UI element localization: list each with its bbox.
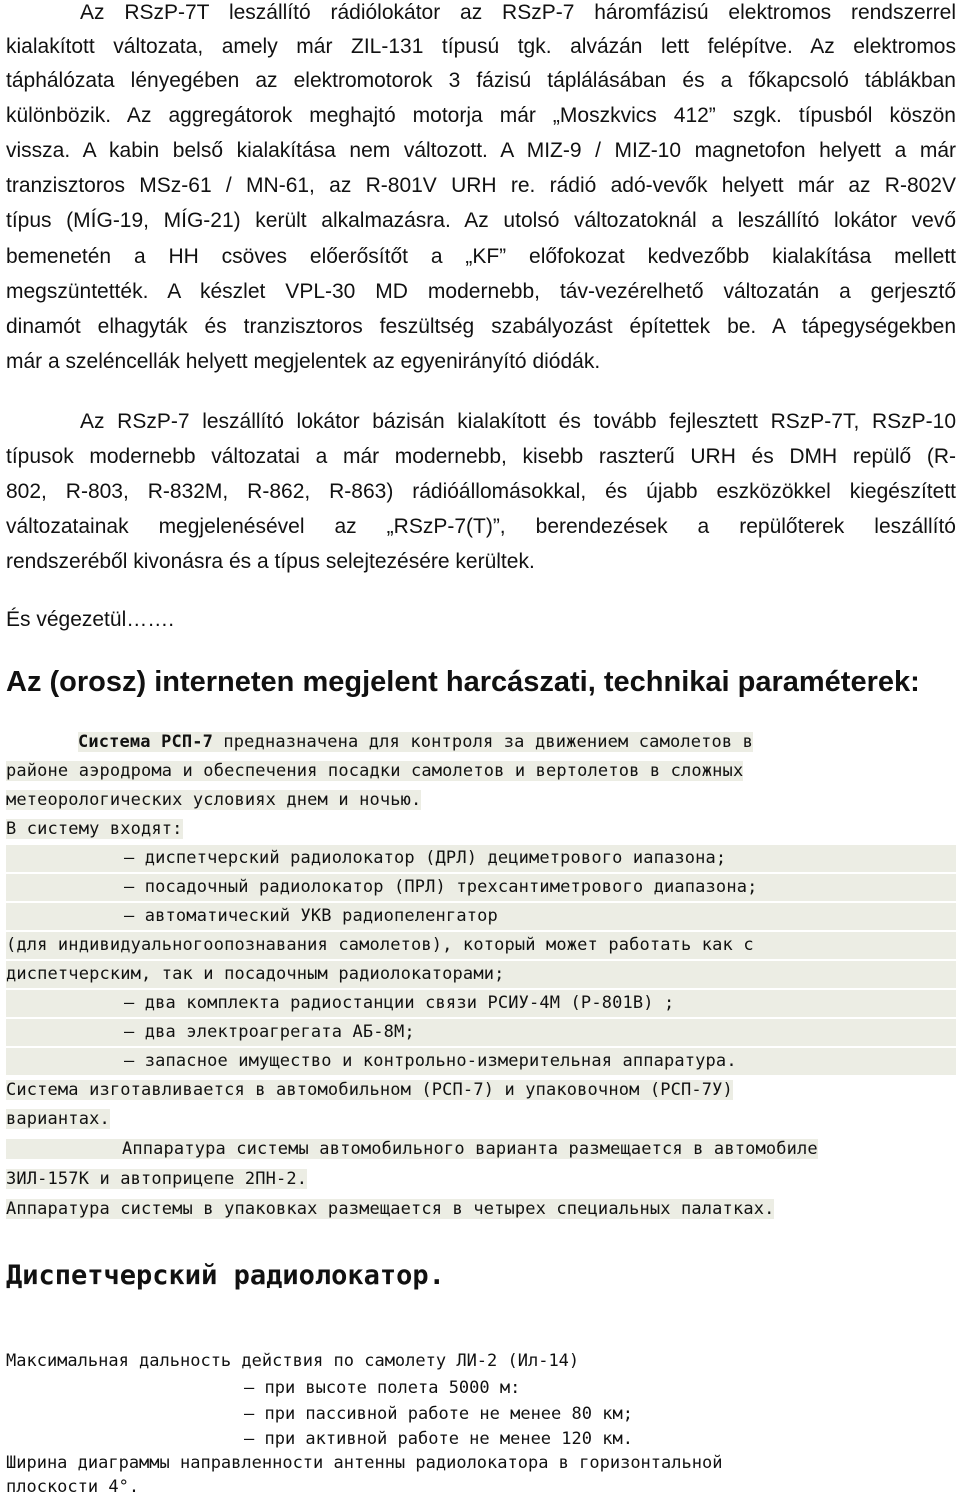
text-line [6, 787, 421, 814]
text-span: В систему входят: [6, 819, 183, 839]
text-line [6, 1106, 110, 1133]
list-item: — запасное имущество и контрольно-измерительная аппаратура. [6, 1048, 956, 1075]
text-line [6, 1166, 307, 1193]
list-item: (для индивидуальногоопознавания самолетов), который может работать как с [6, 932, 956, 959]
drl-heading: Диспетчерский радиолокатор. [6, 1260, 445, 1291]
list-item: — автоматический УКВ радиопеленгатор [6, 903, 956, 930]
text-line [78, 729, 753, 756]
text-line: típus (MÍG-19, MÍG-21) került alkalmazásra. Az utolsó változatoknál a leszállító lokátor vevő [6, 209, 956, 232]
text-span: Система изготавливается в автомобильном (РСП-7) и упаковочном (РСП-7У) [6, 1080, 733, 1100]
text-line: tranzisztoros MSz-61 / MN-61, az R-801V URH re. rádió adó-vevők helyett már az R-802V [6, 174, 956, 197]
text-line: Az RSzP-7T leszállító rádiólokátor az RSzP-7 háromfázisú elektromos rendszerrel [80, 1, 956, 24]
text-line [6, 1077, 733, 1104]
text-line: 802, R-803, R-832M, R-862, R-863) rádióállomásokkal, és újabb eszközökkel kiegészített [6, 480, 956, 503]
list-item: — при высоте полета 5000 м: [244, 1378, 521, 1398]
list-item: — два электроагрегата АБ-8М; [6, 1019, 956, 1046]
list-item: — при пассивной работе не менее 80 км; [244, 1404, 633, 1424]
section-heading: Az (orosz) interneten megjelent harcászati, technikai paraméterek: [6, 666, 920, 698]
text-line: bemenetén a HH csöves előerősítőt a „KF” előfokozat kedvezőbb kialakítása mellett [6, 245, 956, 268]
list-item: — два комплекта радиостанции связи РСИУ-4М (Р-801В) ; [6, 990, 956, 1017]
text-span: ЗИЛ-157К и автоприцепе 2ПН-2. [6, 1169, 308, 1189]
text-line: rendszeréből kivonásra és a típus selejtezésére kerültek. [6, 550, 535, 573]
text-line: Ширина диаграммы направленности антенны радиолокатора в горизонтальной [6, 1453, 723, 1473]
text-line: dinamót elhagyták és tranzisztoros feszültség szabályozást építettek be. A tápegységekben [6, 315, 956, 338]
text-span: метеорологических условиях днем и ночью. [6, 790, 422, 810]
text-line [6, 816, 183, 843]
text-line: változatainak megjelenésével az „RSzP-7(T)”, berendezések a repülőterek leszállító [6, 515, 956, 538]
list-item: диспетчерским, так и посадочным радиолокаторами; [6, 961, 956, 988]
list-item: — посадочный радиолокатор (ПРЛ) трехсантиметрового диапазона; [6, 874, 956, 901]
system-name: Система РСП-7 [78, 732, 214, 752]
closing-text: És végezetül……. [6, 608, 175, 631]
text-span: Аппаратура системы в упаковках размещается в четырех специальных палатках. [6, 1199, 775, 1219]
text-span: вариантах. [6, 1109, 110, 1129]
text-line: típusok modernebb változatai a már modernebb, kisebb raszterű URH és DMH repülő (R- [6, 445, 956, 468]
text-line: már a szeléncellák helyett megjelentek az egyenirányító diódák. [6, 350, 601, 373]
list-item: — при активной работе не менее 120 км. [244, 1429, 633, 1449]
text-line: плоскости 4°. [6, 1477, 140, 1497]
text-line [6, 758, 743, 785]
text-line: táphálózata lényegében az elektromotorok 3 fázisú táplálásában és a főkapcsoló táblákban [6, 69, 956, 92]
text-span: районе аэродрома и обеспечения посадки самолетов и вертолетов в сложных [6, 761, 744, 781]
text-line [6, 1136, 956, 1163]
text-line: különbözik. Az aggregátorok meghajtó motorja már „Moszkvics 412” szgk. típusból köszön [6, 104, 956, 127]
text-line: Az RSzP-7 leszállító lokátor bázisán kialakított és tovább fejlesztett RSzP-7T, RSzP-10 [80, 410, 956, 433]
text-line: megszüntették. A készlet VPL-30 MD modernebb, táv-vezérelhető változatán a gerjesztő [6, 280, 956, 303]
text-span: Аппаратура системы автомобильного варианта размещается в автомобиле [6, 1139, 818, 1159]
text-line: kialakított változata, amely már ZIL-131 típusú tgk. alvázán lett felépítve. Az elektromos [6, 35, 956, 58]
list-item: — диспетчерский радиолокатор (ДРЛ) дециметрового иапазона; [6, 845, 956, 872]
text-span: предназначена для контроля за движением самолетов в [213, 732, 754, 752]
text-line: vissza. A kabin belső kialakítása nem változott. A MIZ-9 / MIZ-10 magnetofon helyett a már [6, 139, 956, 162]
text-line [6, 1196, 774, 1223]
text-line: Максимальная дальность действия по самолету ЛИ-2 (Ил-14) [6, 1351, 580, 1371]
